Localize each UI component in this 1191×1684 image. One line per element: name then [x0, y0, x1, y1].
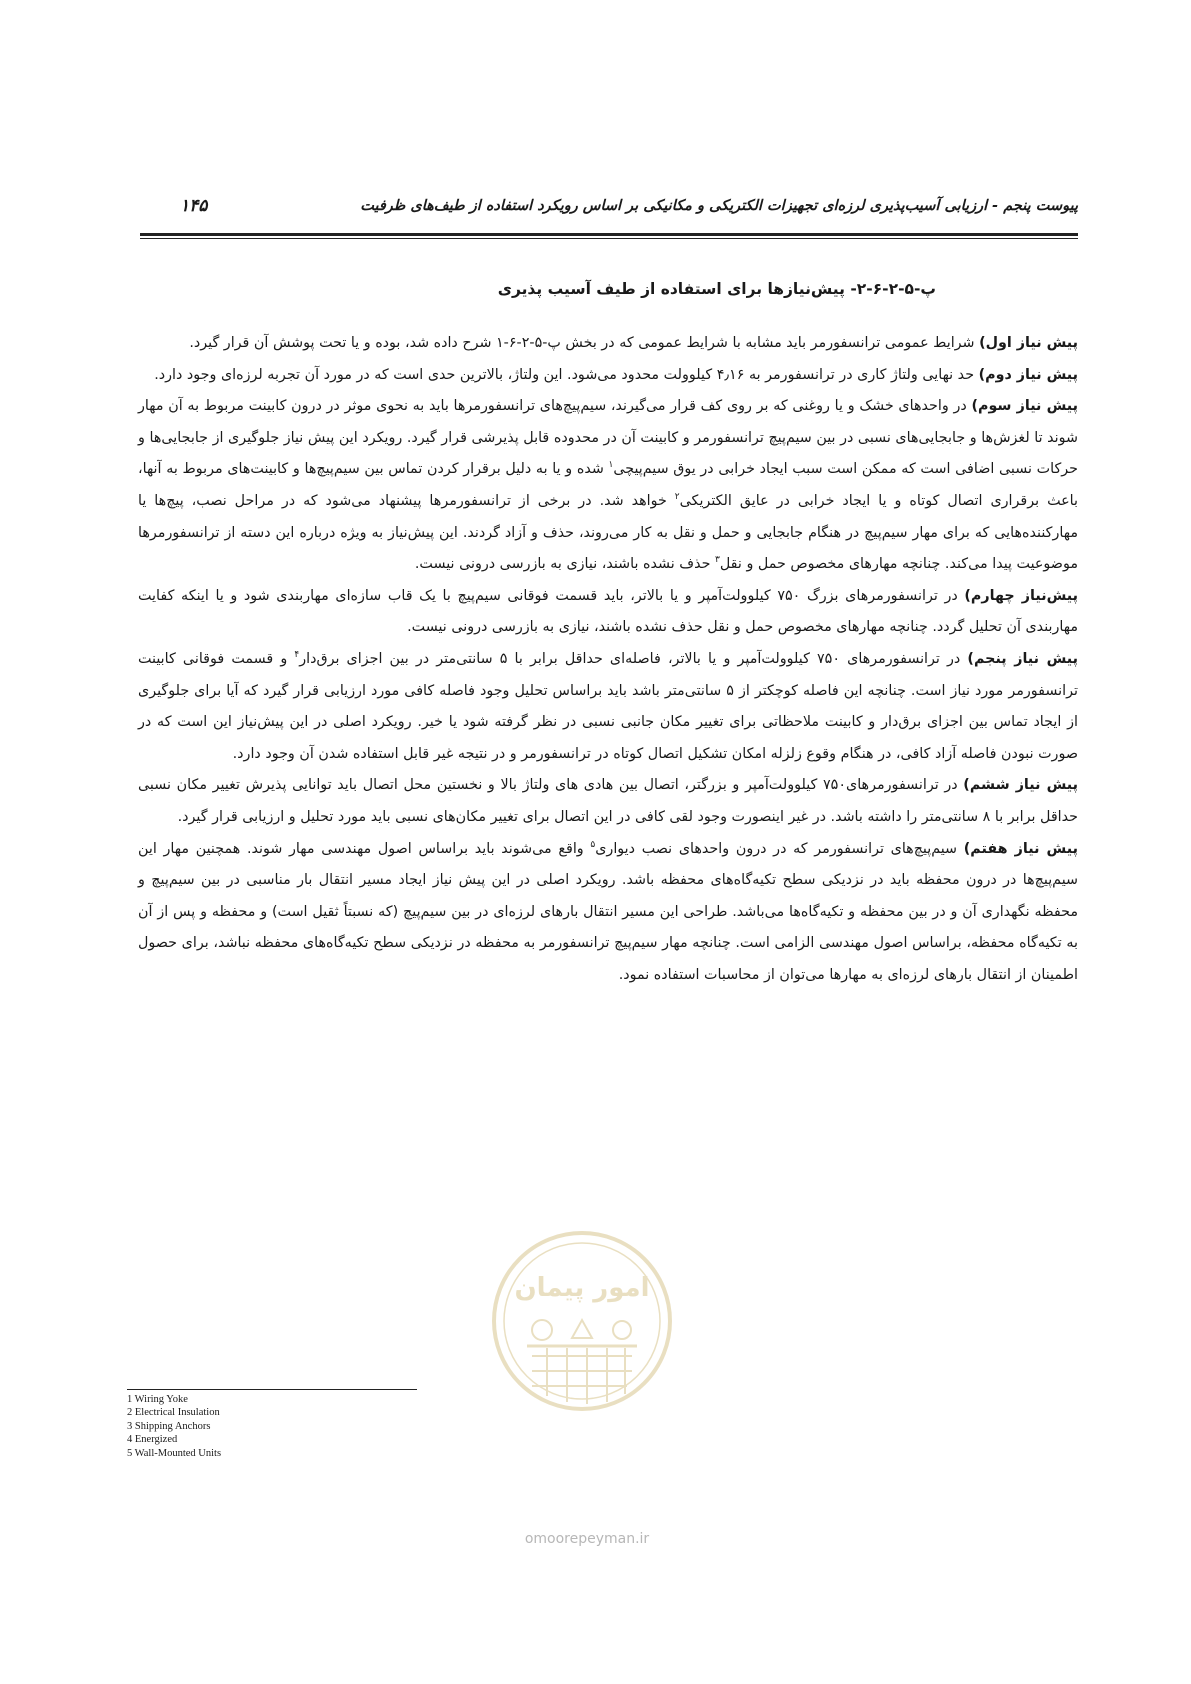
- footnote-ref-1: ۱: [608, 460, 614, 471]
- paragraph-text: در ترانسفورمرهای ۷۵۰ کیلوولت‌آمپر و یا بالاتر، فاصله‌ای حداقل برابر با ۵ سانتی‌متر در بین اجزای برق‌دار: [299, 650, 968, 667]
- paragraph-prerequisite-5: [138, 644, 1078, 770]
- header-rule-thick: [140, 233, 1078, 236]
- footnote-ref-4: ۴: [294, 650, 300, 661]
- paragraph-text: شده و یا به دلیل برقرار کردن تماس بین سیم‌پیچ‌ها و کابینت‌های مربوط به آنها، باعث برقراری اتصال کوتاه و یا ایجاد خرابی در عایق الکتریکی: [138, 461, 1078, 509]
- paragraph-text: در ترانسفورمرهای۷۵۰ کیلوولت‌آمپر و بزرگتر، اتصال بین هادی های ولتاژ بالا و نخستین محل اتصال باید توانایی پذیرش تغییر مکان نسبی حداقل برابر با ۸ سانتی‌متر را داشته باشد. در غیر اینصورت وجود لقی کافی در این اتصال برای تغییر مکان‌های نسبی باید مورد تحلیل و ارزیابی قرار گیرد.: [138, 777, 1078, 825]
- header-title: پیوست پنجم - ارزیابی آسیب‌پذیری لرزه‌ای تجهیزات الکتریکی و مکانیکی بر اساس رویکرد استفاده از طیف‌های ظرفیت: [360, 198, 1078, 214]
- footnote-ref-3: ۳: [715, 555, 720, 566]
- paragraph-prerequisite-4: [138, 581, 1078, 644]
- paragraph-prerequisite-3: [138, 391, 1078, 581]
- footnotes: [127, 1393, 221, 1460]
- paragraph-text: واقع می‌شوند باید براساس اصول مهندسی مهار شوند. همچنین مهار این سیم‌پیچ‌ها در درون محفظه باید در نزدیکی سطح تکیه‌گاه‌های محفظه باشد. رویکرد اصلی در این پیش نیاز ایجاد مسیر انتقال بار مناسبی در بین سیم‌پیچ و محفظه نگهداری آن و در بین محفظه و تکیه‌گاه‌ها می‌باشد. طراحی این مسیر انتقال بارهای لرزه‌ای در بین سیم‌پیچ (که نسبتاً ثقیل است) و محفظه و پس از آن به تکیه‌گاه محفظه، براساس اصول مهندسی الزامی است. چنانچه مهار سیم‌پیچ ترانسفورمر به محفظه در نزدیکی سطح تکیه‌گاه‌های محفظه نباشد، برای حصول اطمینان از انتقال بارهای لرزه‌ای به مهارها می‌توان از محاسبات استفاده نمود.: [138, 840, 1078, 983]
- paragraph-text: شرایط عمومی ترانسفورمر باید مشابه با شرایط عمومی که در بخش پ-۵-۲-۶-۱ شرح داده شد، بوده و یا تحت پوشش آن قرار گیرد.: [189, 335, 980, 351]
- footnote-2: 2 Electrical Insulation: [127, 1407, 220, 1419]
- paragraph-text: در ترانسفورمرهای بزرگ ۷۵۰ کیلوولت‌آمپر و یا بالاتر، باید قسمت فوقانی سیم‌پیچ با یک قاب سازه‌ای مهاربندی شود و یا اینکه کفایت مهاربندی آن تحلیل گردد. چنانچه مهارهای مخصوص حمل و نقل حذف نشده باشند، نیازی به بازرسی درونی نیست.: [138, 587, 1078, 636]
- term-label: پیش نیاز دوم): [978, 366, 1078, 383]
- running-header: [140, 198, 1078, 228]
- header-rule-thin: [140, 238, 1078, 239]
- paragraph-text: در واحدهای خشک و یا روغنی که بر روی کف قرار می‌گیرند، سیم‌پیچ‌های ترانسفورمرها باید به نحوی موثر در درون کابینت مربوط به آن مهار شوند تا لغزش‌ها و جابجایی‌های نسبی در بین سیم‌پیچ ترانسفورمر و کابینت آن در محدوده قابل پذیرشی قرار گیرد. رویکرد این پیش نیاز جلوگیری از جابجایی‌ها و حرکات نسبی اضافی است که ممکن است سبب ایجاد خرابی در یوق سیم‌پیچی: [138, 398, 1078, 478]
- paragraph-prerequisite-6: [138, 770, 1078, 833]
- footnote-5: 5 Wall-Mounted Units: [127, 1447, 222, 1459]
- paragraph-prerequisite-7: [138, 834, 1078, 992]
- footnote-4: 4 Energized: [127, 1434, 178, 1446]
- footnote-ref-2: ۲: [674, 492, 680, 503]
- paragraph-text: سیم‌پیچ‌های ترانسفورمر که در درون واحدهای نصب دیواری: [595, 840, 964, 857]
- term-label: پیش نیاز پنجم): [967, 650, 1078, 667]
- footnote-ref-5: ۵: [590, 839, 596, 850]
- paragraph-text: حذف نشده باشند، نیازی به بازرسی درونی نیست.: [414, 556, 716, 573]
- term-label: پیش نیاز هفتم): [963, 840, 1078, 857]
- term-label: پیش نیاز سوم): [971, 398, 1078, 415]
- footnote-rule: [127, 1389, 417, 1390]
- paragraph-prerequisite-2: [138, 360, 1078, 392]
- footnote-1: 1 Wiring Yoke: [127, 1394, 188, 1405]
- footnote-3: 3 Shipping Anchors: [127, 1420, 211, 1432]
- paragraph-text: حد نهایی ولتاژ کاری در ترانسفورمر به ۴٫۱۶ کیلوولت محدود می‌شود. این ولتاژ، بالاترین حدی است که در مورد آن تجربه لرزه‌ای وجود دارد.: [154, 366, 979, 383]
- paragraph-text: و قسمت فوقانی کابینت ترانسفورمر مورد نیاز است. چنانچه این فاصله کوچکتر از ۵ سانتی‌متر باشد باید براساس تحلیل وجود فاصله کافی مورد ارزیابی قرار گیرد که آیا برای جلوگیری از ایجاد تماس بین اجزای برق‌دار و کابینت ملاحظاتی برای تغییر مکان جانبی نسبی در نظر گرفته شود یا خیر. رویکرد اصلی در این پیش‌نیاز این است که در صورت نبودن فاصله آزاد کافی، در هنگام وقوع زلزله امکان تشکیل اتصال کوتاه در ترانسفورمر و در نتیجه غیر قابل استفاده شدن آن وجود دارد.: [138, 650, 1078, 762]
- term-label: پیش نیاز ششم): [963, 777, 1078, 794]
- section-title: پ-۵-۲-۶-۲- پیش‌نیازها برای استفاده از طیف آسیب پذیری: [497, 280, 936, 298]
- term-label: پیش‌نیاز چهارم): [964, 587, 1078, 604]
- body-text: [138, 328, 1078, 991]
- term-label: پیش نیاز اول): [979, 335, 1078, 351]
- watermark-logo: [487, 1226, 677, 1416]
- paragraph-text: خواهد شد. در برخی از ترانسفورمرها پیشنهاد می‌شود که در مراحل نصب، پیچ‌ها یا مهارکننده‌هایی که برای مهار سیم‌پیچ در هنگام جابجایی و حمل و نقل به کار می‌روند، حذف و آزاد گردند. این پیش‌نیاز به ویژه درباره این دسته از ترانسفورمرها موضوعیت پیدا می‌کند. چنانچه مهارهای مخصوص حمل و نقل: [138, 492, 1078, 573]
- paragraph-prerequisite-1: [138, 328, 1078, 360]
- watermark-url: omoorepeyman.ir: [524, 1531, 650, 1547]
- watermark-logo-text: امور پیمان: [514, 1273, 650, 1303]
- page-number: ۱۴۵: [180, 196, 208, 216]
